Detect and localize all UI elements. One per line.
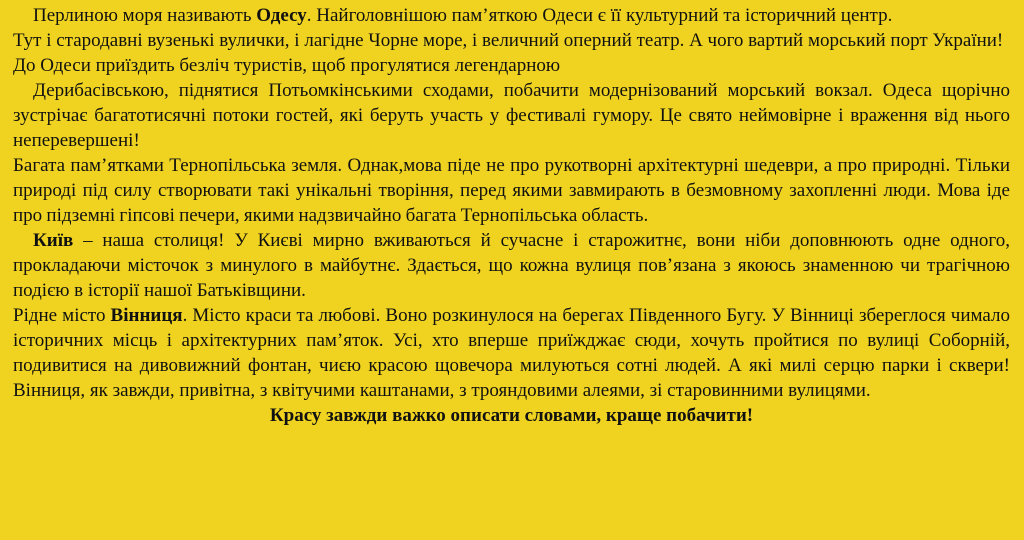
city-name-odesa: Одесу bbox=[256, 5, 307, 26]
city-name-kyiv: Київ bbox=[33, 230, 74, 251]
closing-sentence: Красу завжди важко описати словами, краще побачити! bbox=[269, 405, 754, 426]
paragraph-vinnytsia bbox=[13, 303, 1010, 403]
text-run: Дерибасівською, піднятися Потьомкінськими сходами, побачити модернізований морський вокзал. Одеса щорічно зустрічає багатотисячні потоки гостей, які беруть участь у фестивалі гумору. Це свято неймовірне і враження від нього неперевершені! bbox=[13, 80, 1010, 151]
paragraph-odesa-deribasivska bbox=[13, 78, 1010, 153]
text-run: Рідне місто bbox=[13, 305, 111, 326]
paragraph-odesa-intro bbox=[13, 3, 1010, 28]
text-run: Багата пам’ятками Тернопільська земля. Однак,мова піде не про рукотворні архітектурні шедеври, а про природні. Тільки природі під силу створювати такі унікальні творіння, перед якими завмирають в безмовному захопленні люди. Мова іде про підземні гіпсові печери, якими надзвичайно багата Тернопільська область. bbox=[13, 155, 1010, 226]
text-run: . Місто краси та любові. Воно розкинулося на берегах Південного Бугу. У Вінниці збереглося чимало історичних місць і архітектурних пам’яток. Усі, хто вперше приїжджає сюди, хочуть пройтися по вулиці Соборній, подивитися на дивовижний фонтан, чиєю красою щовечора милуються сотні людей. А які милі серцю парки і сквери! Вінниця, як завжди, привітна, з квітучими каштанами, з трояндовими алеями, зі старовинними вулицями. bbox=[13, 305, 1010, 401]
city-name-vinnytsia: Вінниця bbox=[110, 305, 183, 326]
text-run: Перлиною моря називають bbox=[33, 5, 257, 26]
text-run: Тут і стародавні вузенькі вулички, і лагідне Чорне море, і величний оперний театр. А чого вартий морський порт України! До Одеси приїздить безліч туристів, щоб прогулятися легендарною bbox=[13, 30, 1004, 76]
paragraph-odesa-streets bbox=[13, 28, 1010, 78]
paragraph-ternopil bbox=[13, 153, 1010, 228]
paragraph-kyiv bbox=[13, 228, 1010, 303]
text-run: . Найголовнішою пам’яткою Одеси є її культурний та історичний центр. bbox=[306, 5, 893, 26]
text-run: – наша столиця! У Києві мирно вживаються й сучасне і старожитнє, вони ніби доповнюють одне одного, прокладаючи місточок з минулого в майбутнє. Здається, що кожна вулиця пов’язана з якоюсь знаменною чи трагічною подією в історії нашої Батьківщини. bbox=[13, 230, 1010, 301]
